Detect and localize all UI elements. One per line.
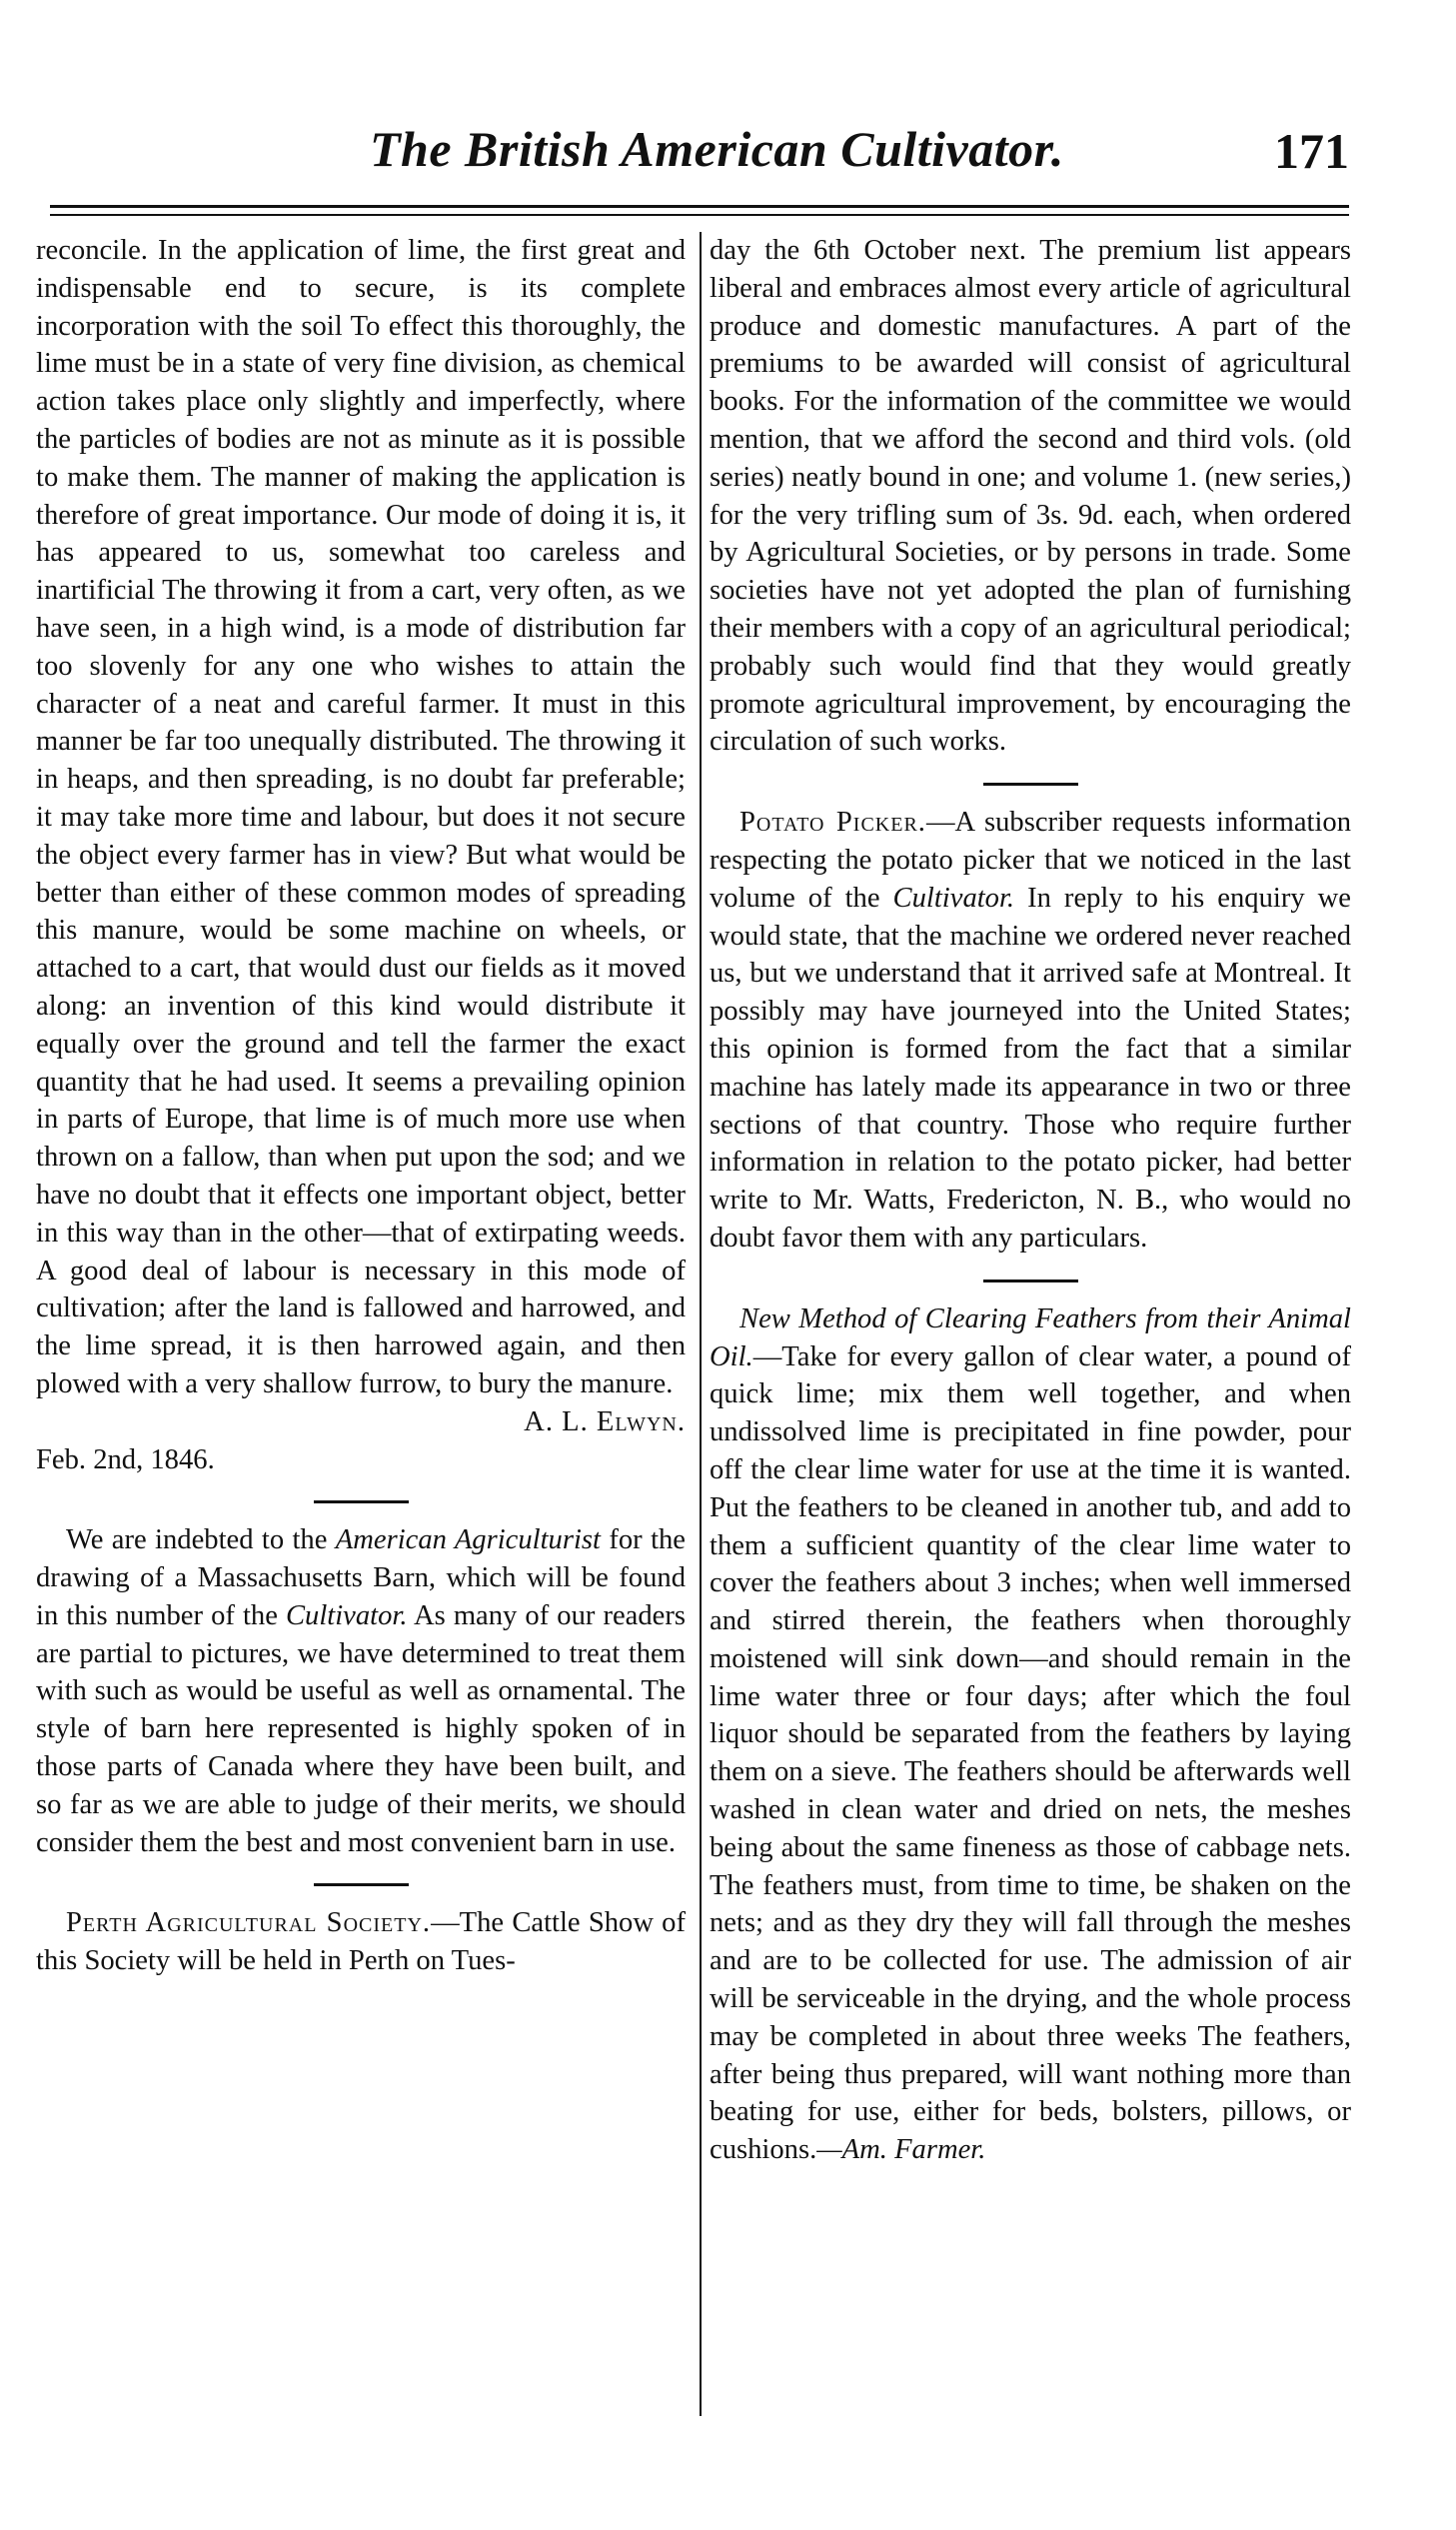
section-heading: New Method of Clearing Feathers from their Animal Oil. bbox=[710, 1302, 1351, 1372]
page-header bbox=[370, 120, 1359, 200]
page-number: 171 bbox=[1274, 123, 1349, 179]
section-heading: Potato Picker. bbox=[739, 807, 926, 839]
section-divider bbox=[983, 1279, 1078, 1282]
cattle-show-paragraph: day the 6th October next. The premium list appears liberal and embraces almost every article of agricultural produce and domestic manufactures. A part of the premiums to be awarded will consist of agricultural books. For the information of the committee we would mention, that we afford the second and third vols. (old series) neatly bound in one; and volume 1. (new series,) for the very trifling sum of 3s. 9d. each, when ordered by Agricultural Societies, or by persons in trade. Some societies have not yet adopted the plan of furnishing their members with a copy of an agricultural periodical; probably such would find that they would greatly promote agricultural improvement, by encouraging the circulation of such works. bbox=[710, 235, 1351, 758]
section-heading: Perth Agricultural Society. bbox=[66, 1907, 432, 1939]
section-divider bbox=[983, 783, 1078, 786]
letter-date: Feb. 2nd, 1846. bbox=[36, 1443, 215, 1475]
right-column bbox=[710, 232, 1351, 2169]
section-divider bbox=[314, 1500, 409, 1503]
left-column bbox=[36, 232, 686, 1980]
perth-society-paragraph: Perth Agricultural Society.—The Cattle Show of this Society will be held in Perth on Tues- bbox=[36, 1907, 686, 1977]
source-attribution: —Am. Farmer. bbox=[816, 2134, 986, 2166]
column-divider bbox=[700, 232, 702, 2416]
journal-title: The British American Cultivator. bbox=[370, 121, 1064, 177]
feathers-paragraph: New Method of Clearing Feathers from their Animal Oil.—Take for every gallon of clear water, a pound of quick lime; mix them well together, and when undissolved lime is precipitated in fine powder, pour off the clear lime water for use at the time it is wanted. Put the feathers to be cleaned in another tub, and add to them a sufficient quantity of the clear lime water to cover the feathers about 3 inches; when well immersed and stirred therein, the feathers when thoroughly moistened will sink down—and should remain in the lime water three or four days; after which the foul liquor should be separated from the feathers by laying them on a sieve. The feathers should be afterwards well washed in clean water and dried on nets, the meshes being about the same fineness as those of cabbage nets. The feathers must, from time to time, be shaken on the nets; and as they dry they will fall through the meshes and are to be collected for use. The admission of air will be serviceable in the drying, and the whole process may be completed in about three weeks The feathers, after being thus prepared, will want nothing more than beating for use, either for beds, bolsters, pillows, or cushions.—Am. Farmer. bbox=[710, 1302, 1351, 2166]
header-rule bbox=[50, 205, 1349, 208]
header-rule-thin bbox=[50, 214, 1349, 216]
section-divider bbox=[314, 1883, 409, 1886]
lime-application-paragraph: reconcile. In the application of lime, the first great and indispensable end to secure, is its complete incorporation with the soil To effect this thoroughly, the lime must be in a state of very fine division, as chemical action takes place only slightly and imperfectly, where the particles of bodies are not as minute as it is possible to make them. The manner of making the application is therefore of great importance. Our mode of doing it is, it has appeared to us, somewhat too careless and inartificial The throwing it from a cart, very often, as we have seen, in a high wind, is a mode of distribution far too slovenly for any one who wishes to attain the character of a neat and careful farmer. It must in this manner be far too unequally distributed. The throwing it in heaps, and then spreading, is no doubt far preferable; it may take more time and labour, but does it not secure the object every farmer has in view? But what would be better than either of these common modes of spreading this manure, would be some machine on wheels, or attached to a cart, that would dust our fields as it moved along: an invention of this kind would distribute it equally over the ground and tell the farmer the exact quantity that he had used. It seems a prevailing opinion in parts of Europe, that lime is of much more use when thrown on a fallow, than when put upon the sod; and we have no doubt that it effects one important object, better in this way than in the other—that of extirpating weeds. A good deal of labour is necessary in this mode of cultivation; after the land is fallowed and harrowed, and the lime spread, it is then harrowed again, and then plowed with a very shallow furrow, to bury the manure. bbox=[36, 235, 686, 1399]
barn-drawing-paragraph: We are indebted to the American Agriculturist for the drawing of a Massachusetts Barn, which will be found in this number of the Cultivator. As many of our readers are partial to pictures, we have determined to treat them with such as would be useful as well as ornamental. The style of barn here represented is highly spoken of in those parts of Canada where they have been built, and so far as we are able to judge of their merits, we should consider them the best and most convenient barn in use. bbox=[36, 1524, 687, 1858]
author-signature: A. L. Elwyn. bbox=[524, 1405, 686, 1437]
potato-picker-paragraph: Potato Picker.—A subscriber requests information respecting the potato picker that we noticed in the last volume of the Cultivator. In reply to his enquiry we would state, that the machine we ordered never reached us, but we understand that it arrived safe at Montreal. It possibly may have journeyed into the United States; this opinion is formed from the fact that a similar machine has lately made its appearance in two or three sections of that country. Those who require further information in relation to the potato picker, had better write to Mr. Watts, Fredericton, N. B., who would no doubt favor them with any particulars. bbox=[710, 807, 1351, 1254]
